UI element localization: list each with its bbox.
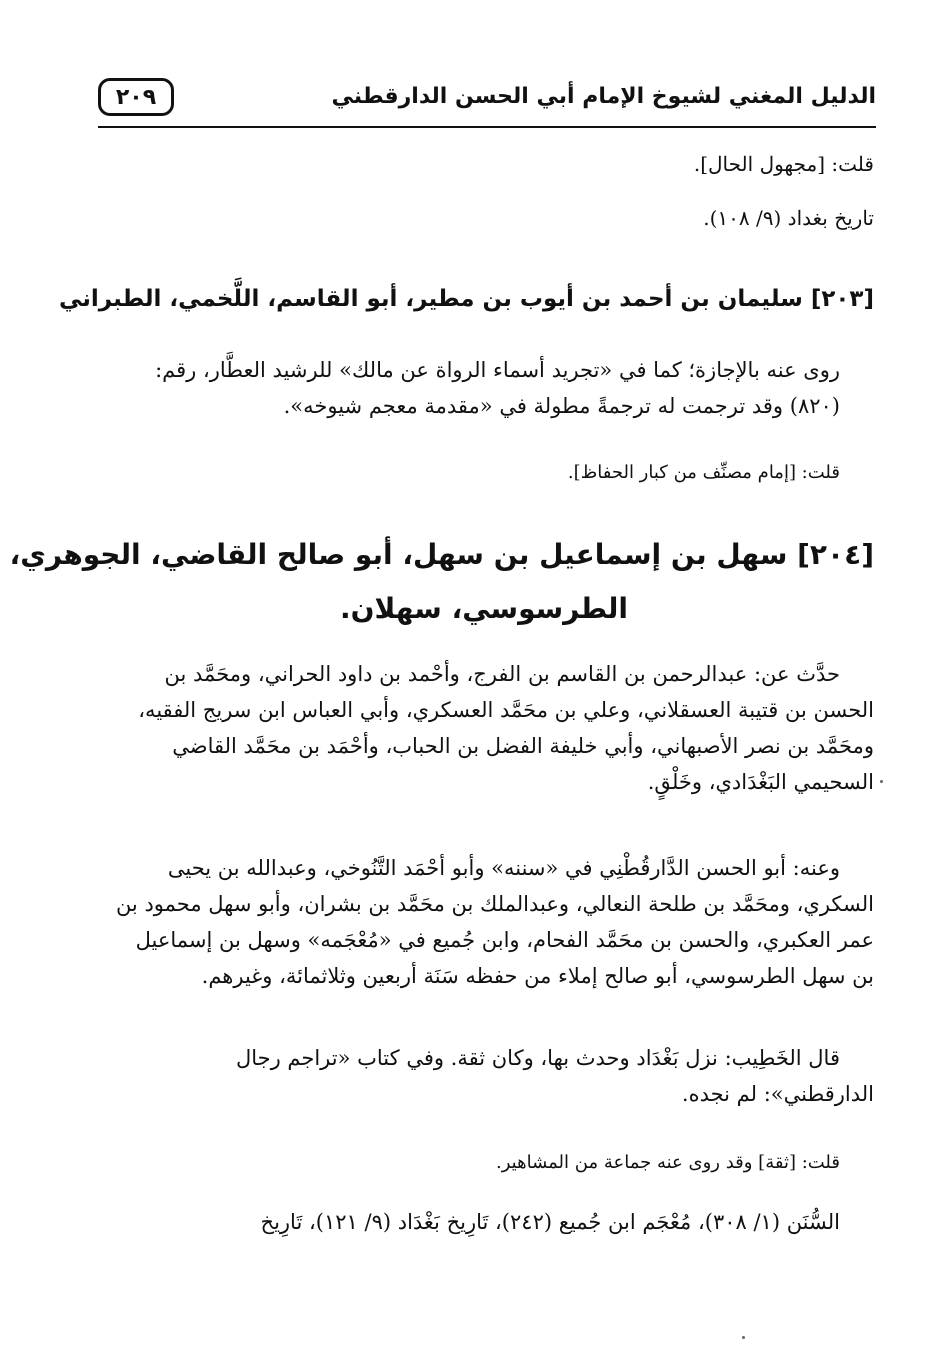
page-number: ٢٠٩ [115,84,157,110]
entry-204-note [94,1152,874,1173]
body-line: ومحَمَّد بن نصر الأصبهاني، وأبي خليفة الفضل بن الحباب، وأحْمَد بن محَمَّد القاضي [172,734,874,758]
entry-204-teachers [94,656,874,800]
header-divider [98,126,876,128]
body-line: عمر العكبري، والحسن بن محَمَّد الفحام، وابن جُميع في «مُعْجَمه» وسهل بن إسماعيل [135,928,874,952]
status-note: قلت: [مجهول الحال]. [693,152,874,176]
entry-204-heading [9,528,874,636]
entry-204-khatib [94,1040,874,1112]
body-line: السحيمي البَغْدَادي، وخَلْقٍ. [647,770,874,794]
entry-203-heading [59,286,874,312]
entry-heading-line: الطرسوسي، سهلان. [340,592,628,625]
body-line: بن سهل الطرسوسي، أبو صالح إملاء من حفظه سَنَة أربعين وثلاثمائة، وغيرهم. [201,964,874,988]
grading-note: قلت: [إمام مصنِّف من كبار الحفاظ]. [567,462,840,483]
entry-203-note [94,462,874,483]
body-line: الحسن بن قتيبة العسقلاني، وعلي بن محَمَّد العسكري، وأبي العباس ابن سريج الفقيه، [138,698,874,722]
body-line: وعنه: أبو الحسن الدَّارقُطْنِي في «سننه» وأبو أحْمَد التَّنُوخي، وعبدالله بن يحيى [167,856,840,880]
previous-entry-source [94,206,874,230]
entry-203-body [94,352,874,424]
body-line: (٨٢٠) وقد ترجمت له ترجمةً مطولة في «مقدمة معجم شيوخه». [283,394,840,418]
running-header [98,78,876,124]
previous-entry-status [94,152,874,176]
body-line: الدارقطني»: لم نجده. [681,1082,874,1106]
entry-204-sources [94,1204,874,1240]
body-line: حدَّث عن: عبدالرحمن بن القاسم بن الفرج، وأحْمد بن داود الحراني، ومحَمَّد بن [164,662,840,686]
body-line: قال الخَطِيب: نزل بَغْدَاد وحدث بها، وكان ثقة. وفي كتاب «تراجم رجال [235,1046,840,1070]
page-number-badge [98,78,174,116]
body-line: روى عنه بالإجازة؛ كما في «تجريد أسماء الرواة عن مالك» للرشيد العطَّار، رقم: [155,358,840,382]
source-note: تاريخ بغداد (٩/ ١٠٨). [703,206,874,230]
sources-line: السُّنَن (١/ ٣٠٨)، مُعْجَم ابن جُميع (٢٤٢)، تَارِيخ بَغْدَاد (٩/ ١٢١)، تَارِيخ [260,1210,840,1234]
book-title: الدليل المغني لشيوخ الإمام أبي الحسن الدارقطني [331,84,876,109]
body-line: السكري، ومحَمَّد بن طلحة النعالي، وعبدالملك بن محَمَّد بن بشران، وأبو سهل محمود بن [115,892,874,916]
entry-204-students [94,850,874,994]
entry-heading: [٢٠٣] سليمان بن أحمد بن أيوب بن مطير، أبو القاسم، اللَّخمي، الطبراني [59,286,874,312]
scan-speck [742,1336,745,1339]
entry-heading-line: [٢٠٤] سهل بن إسماعيل بن سهل، أبو صالح القاضي، الجوهري، [9,538,874,571]
grading-note: قلت: [ثقة] وقد روى عنه جماعة من المشاهير. [496,1152,840,1173]
scan-speck [880,780,883,783]
